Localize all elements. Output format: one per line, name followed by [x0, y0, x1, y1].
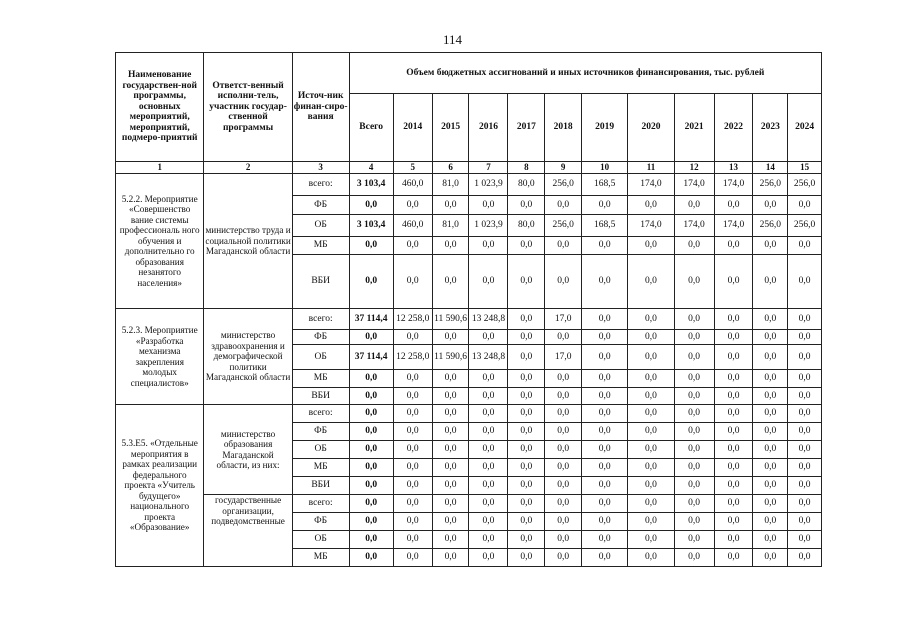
- value-cell: 0,0: [508, 477, 545, 495]
- value-cell: 0,0: [393, 405, 432, 423]
- value-cell: 0,0: [714, 345, 753, 370]
- value-cell: 0,0: [432, 405, 469, 423]
- value-cell: 0,0: [393, 237, 432, 255]
- value-cell: 0,0: [469, 237, 508, 255]
- value-cell: 0,0: [508, 441, 545, 459]
- value-cell: 0,0: [582, 513, 628, 531]
- value-cell: 0,0: [582, 441, 628, 459]
- value-cell: 0,0: [628, 309, 674, 330]
- value-cell: 0,0: [714, 237, 753, 255]
- value-cell: 0,0: [469, 196, 508, 215]
- value-cell: 0,0: [582, 495, 628, 513]
- column-number: 1: [116, 162, 204, 174]
- value-cell: 0,0: [582, 330, 628, 345]
- value-cell: 0,0: [469, 531, 508, 549]
- header-name: Наименование государствен-ной программы, основных мероприятий, мероприятий, подмеро-приятий: [116, 53, 204, 162]
- header-responsible: Ответст-венный исполни-тель, участник государ-ственной программы: [204, 53, 292, 162]
- value-cell: 0,0: [788, 513, 822, 531]
- responsible-executor: министерство образования Магаданской области, из них:: [204, 405, 292, 495]
- value-cell: 0,0: [753, 513, 788, 531]
- value-cell: 0,0: [674, 237, 714, 255]
- value-cell: 0,0: [349, 370, 393, 388]
- value-cell: 256,0: [753, 174, 788, 196]
- header-year: 2019: [582, 94, 628, 162]
- value-cell: 0,0: [628, 531, 674, 549]
- value-cell: 0,0: [788, 405, 822, 423]
- value-cell: 0,0: [508, 549, 545, 567]
- value-cell: 0,0: [469, 441, 508, 459]
- responsible-executor: государственные организации, подведомственные: [204, 495, 292, 567]
- value-cell: 0,0: [628, 423, 674, 441]
- value-cell: 11 590,6: [432, 345, 469, 370]
- value-cell: 81,0: [432, 215, 469, 237]
- value-cell: 0,0: [545, 495, 582, 513]
- value-cell: 0,0: [674, 459, 714, 477]
- value-cell: 3 103,4: [349, 215, 393, 237]
- value-cell: 0,0: [582, 196, 628, 215]
- source-cell: МБ: [292, 237, 349, 255]
- value-cell: 256,0: [545, 215, 582, 237]
- value-cell: 0,0: [628, 477, 674, 495]
- table-row: [116, 495, 822, 513]
- value-cell: 0,0: [788, 370, 822, 388]
- value-cell: 0,0: [753, 237, 788, 255]
- value-cell: 0,0: [545, 388, 582, 405]
- value-cell: 1 023,9: [469, 174, 508, 196]
- source-cell: ОБ: [292, 531, 349, 549]
- value-cell: 0,0: [628, 495, 674, 513]
- value-cell: 0,0: [788, 477, 822, 495]
- value-cell: 460,0: [393, 174, 432, 196]
- value-cell: 0,0: [628, 405, 674, 423]
- value-cell: 0,0: [628, 330, 674, 345]
- value-cell: 256,0: [753, 215, 788, 237]
- value-cell: 0,0: [753, 477, 788, 495]
- header-year: 2024: [788, 94, 822, 162]
- value-cell: 0,0: [508, 459, 545, 477]
- value-cell: 0,0: [545, 441, 582, 459]
- value-cell: 0,0: [674, 531, 714, 549]
- value-cell: 0,0: [582, 459, 628, 477]
- value-cell: 0,0: [753, 330, 788, 345]
- value-cell: 0,0: [628, 345, 674, 370]
- column-number: 2: [204, 162, 292, 174]
- value-cell: 0,0: [674, 495, 714, 513]
- value-cell: 0,0: [582, 237, 628, 255]
- value-cell: 0,0: [753, 345, 788, 370]
- value-cell: 0,0: [753, 405, 788, 423]
- value-cell: 0,0: [753, 531, 788, 549]
- value-cell: 80,0: [508, 215, 545, 237]
- value-cell: 0,0: [788, 330, 822, 345]
- value-cell: 0,0: [432, 441, 469, 459]
- value-cell: 0,0: [582, 388, 628, 405]
- column-number: 9: [545, 162, 582, 174]
- value-cell: 0,0: [393, 513, 432, 531]
- value-cell: 0,0: [432, 388, 469, 405]
- source-cell: МБ: [292, 370, 349, 388]
- value-cell: 13 248,8: [469, 309, 508, 330]
- value-cell: 0,0: [714, 330, 753, 345]
- value-cell: 0,0: [393, 423, 432, 441]
- value-cell: 12 258,0: [393, 309, 432, 330]
- source-cell: ФБ: [292, 513, 349, 531]
- source-cell: всего:: [292, 309, 349, 330]
- value-cell: 0,0: [753, 309, 788, 330]
- value-cell: 0,0: [432, 237, 469, 255]
- value-cell: 0,0: [432, 330, 469, 345]
- value-cell: 0,0: [432, 255, 469, 309]
- value-cell: 0,0: [469, 255, 508, 309]
- value-cell: 0,0: [582, 309, 628, 330]
- header-year: 2018: [545, 94, 582, 162]
- source-cell: ВБИ: [292, 388, 349, 405]
- value-cell: 0,0: [349, 255, 393, 309]
- column-number: 6: [432, 162, 469, 174]
- value-cell: 168,5: [582, 215, 628, 237]
- column-number: 5: [393, 162, 432, 174]
- value-cell: 0,0: [508, 531, 545, 549]
- column-number: 4: [349, 162, 393, 174]
- source-cell: МБ: [292, 459, 349, 477]
- value-cell: 0,0: [753, 388, 788, 405]
- value-cell: 0,0: [349, 513, 393, 531]
- value-cell: 0,0: [545, 370, 582, 388]
- value-cell: 0,0: [469, 405, 508, 423]
- value-cell: 0,0: [545, 513, 582, 531]
- source-cell: ОБ: [292, 345, 349, 370]
- header-volume: Объем бюджетных ассигнований и иных источников финансирования, тыс. рублей: [349, 53, 821, 94]
- value-cell: 0,0: [393, 459, 432, 477]
- value-cell: 0,0: [788, 196, 822, 215]
- value-cell: 0,0: [349, 531, 393, 549]
- value-cell: 0,0: [714, 423, 753, 441]
- source-cell: ФБ: [292, 330, 349, 345]
- value-cell: 0,0: [714, 196, 753, 215]
- value-cell: 0,0: [788, 237, 822, 255]
- value-cell: 0,0: [545, 477, 582, 495]
- value-cell: 0,0: [349, 477, 393, 495]
- value-cell: 0,0: [674, 441, 714, 459]
- value-cell: 0,0: [432, 459, 469, 477]
- value-cell: 460,0: [393, 215, 432, 237]
- column-number: 7: [469, 162, 508, 174]
- value-cell: 256,0: [788, 174, 822, 196]
- value-cell: 0,0: [714, 441, 753, 459]
- header-total: Всего: [349, 94, 393, 162]
- value-cell: 0,0: [714, 388, 753, 405]
- value-cell: 0,0: [753, 423, 788, 441]
- value-cell: 0,0: [393, 330, 432, 345]
- table-row: [116, 174, 822, 196]
- value-cell: 81,0: [432, 174, 469, 196]
- value-cell: 0,0: [508, 309, 545, 330]
- value-cell: 0,0: [432, 477, 469, 495]
- value-cell: 0,0: [432, 423, 469, 441]
- value-cell: 0,0: [393, 531, 432, 549]
- value-cell: 0,0: [432, 549, 469, 567]
- value-cell: 0,0: [545, 237, 582, 255]
- source-cell: всего:: [292, 495, 349, 513]
- value-cell: 17,0: [545, 345, 582, 370]
- value-cell: 174,0: [628, 174, 674, 196]
- column-number: 15: [788, 162, 822, 174]
- value-cell: 0,0: [788, 255, 822, 309]
- value-cell: 0,0: [582, 345, 628, 370]
- value-cell: 0,0: [508, 405, 545, 423]
- value-cell: 0,0: [545, 196, 582, 215]
- source-cell: ВБИ: [292, 477, 349, 495]
- value-cell: 80,0: [508, 174, 545, 196]
- value-cell: 174,0: [714, 174, 753, 196]
- value-cell: 0,0: [628, 388, 674, 405]
- source-cell: МБ: [292, 549, 349, 567]
- value-cell: 0,0: [714, 513, 753, 531]
- value-cell: 0,0: [545, 549, 582, 567]
- value-cell: 0,0: [753, 441, 788, 459]
- value-cell: 0,0: [582, 531, 628, 549]
- value-cell: 0,0: [432, 495, 469, 513]
- value-cell: 0,0: [508, 196, 545, 215]
- value-cell: 0,0: [393, 255, 432, 309]
- value-cell: 0,0: [469, 370, 508, 388]
- value-cell: 0,0: [469, 423, 508, 441]
- value-cell: 0,0: [545, 255, 582, 309]
- value-cell: 11 590,6: [432, 309, 469, 330]
- value-cell: 168,5: [582, 174, 628, 196]
- header-year: 2022: [714, 94, 753, 162]
- value-cell: 0,0: [674, 423, 714, 441]
- source-cell: ФБ: [292, 423, 349, 441]
- value-cell: 0,0: [349, 549, 393, 567]
- value-cell: 0,0: [349, 495, 393, 513]
- value-cell: 0,0: [714, 309, 753, 330]
- value-cell: 0,0: [788, 388, 822, 405]
- value-cell: 0,0: [674, 309, 714, 330]
- value-cell: 0,0: [393, 388, 432, 405]
- value-cell: 0,0: [582, 549, 628, 567]
- value-cell: 0,0: [753, 255, 788, 309]
- value-cell: 0,0: [393, 370, 432, 388]
- page-number: 114: [442, 32, 463, 47]
- value-cell: 0,0: [393, 549, 432, 567]
- value-cell: 0,0: [545, 330, 582, 345]
- value-cell: 0,0: [508, 388, 545, 405]
- header-year: 2023: [753, 94, 788, 162]
- value-cell: 0,0: [714, 495, 753, 513]
- activity-name: 5.2.3. Мероприятие «Разработка механизма закрепления молодых специалистов»: [116, 309, 204, 405]
- value-cell: 0,0: [393, 196, 432, 215]
- value-cell: 0,0: [714, 459, 753, 477]
- value-cell: 0,0: [469, 477, 508, 495]
- value-cell: 0,0: [628, 196, 674, 215]
- value-cell: 0,0: [432, 196, 469, 215]
- value-cell: 0,0: [349, 330, 393, 345]
- value-cell: 17,0: [545, 309, 582, 330]
- value-cell: 174,0: [628, 215, 674, 237]
- value-cell: 0,0: [469, 459, 508, 477]
- value-cell: 0,0: [674, 513, 714, 531]
- value-cell: 1 023,9: [469, 215, 508, 237]
- column-number: 10: [582, 162, 628, 174]
- value-cell: 0,0: [545, 405, 582, 423]
- value-cell: 0,0: [714, 549, 753, 567]
- value-cell: 0,0: [469, 388, 508, 405]
- value-cell: 0,0: [753, 495, 788, 513]
- value-cell: 0,0: [788, 495, 822, 513]
- value-cell: 0,0: [582, 423, 628, 441]
- value-cell: 0,0: [432, 370, 469, 388]
- table-row: [116, 405, 822, 423]
- value-cell: 0,0: [788, 549, 822, 567]
- header-year: 2014: [393, 94, 432, 162]
- value-cell: 0,0: [628, 255, 674, 309]
- value-cell: 0,0: [674, 549, 714, 567]
- column-number: 11: [628, 162, 674, 174]
- column-number: 14: [753, 162, 788, 174]
- column-number: 12: [674, 162, 714, 174]
- value-cell: 3 103,4: [349, 174, 393, 196]
- value-cell: 0,0: [714, 531, 753, 549]
- value-cell: 0,0: [432, 531, 469, 549]
- budget-table: [115, 52, 822, 567]
- activity-name: 5.2.2. Мероприятие «Совершенство вание системы профессиональ ного обучения и дополнительно го образования незанятого населения»: [116, 174, 204, 309]
- value-cell: 0,0: [714, 255, 753, 309]
- responsible-executor: министерство труда и социальной политики Магаданской области: [204, 174, 292, 309]
- value-cell: 0,0: [582, 477, 628, 495]
- value-cell: 0,0: [628, 459, 674, 477]
- value-cell: 0,0: [349, 405, 393, 423]
- value-cell: 0,0: [714, 477, 753, 495]
- value-cell: 0,0: [545, 459, 582, 477]
- value-cell: 0,0: [393, 477, 432, 495]
- value-cell: 0,0: [628, 549, 674, 567]
- value-cell: 0,0: [753, 196, 788, 215]
- header-year: 2015: [432, 94, 469, 162]
- header-year: 2017: [508, 94, 545, 162]
- value-cell: 0,0: [628, 441, 674, 459]
- value-cell: 256,0: [788, 215, 822, 237]
- source-cell: ФБ: [292, 196, 349, 215]
- column-number: 13: [714, 162, 753, 174]
- value-cell: 0,0: [469, 495, 508, 513]
- value-cell: 0,0: [628, 370, 674, 388]
- value-cell: 0,0: [349, 388, 393, 405]
- value-cell: 37 114,4: [349, 309, 393, 330]
- activity-name: 5.3.Е5. «Отдельные мероприятия в рамках реализации федерального проекта «Учитель будущего» национального проекта «Образование»: [116, 405, 204, 567]
- value-cell: 0,0: [432, 513, 469, 531]
- value-cell: 0,0: [674, 330, 714, 345]
- value-cell: 0,0: [469, 549, 508, 567]
- value-cell: 0,0: [788, 531, 822, 549]
- value-cell: 0,0: [582, 405, 628, 423]
- value-cell: 0,0: [674, 405, 714, 423]
- value-cell: 0,0: [674, 345, 714, 370]
- value-cell: 0,0: [508, 370, 545, 388]
- header-year: 2020: [628, 94, 674, 162]
- value-cell: 174,0: [714, 215, 753, 237]
- value-cell: 0,0: [788, 441, 822, 459]
- value-cell: 0,0: [508, 237, 545, 255]
- value-cell: 0,0: [714, 370, 753, 388]
- value-cell: 0,0: [545, 423, 582, 441]
- value-cell: 0,0: [788, 459, 822, 477]
- value-cell: 0,0: [753, 370, 788, 388]
- value-cell: 256,0: [545, 174, 582, 196]
- value-cell: 0,0: [393, 441, 432, 459]
- value-cell: 0,0: [508, 255, 545, 309]
- column-number: 3: [292, 162, 349, 174]
- header-year: 2021: [674, 94, 714, 162]
- column-number: 8: [508, 162, 545, 174]
- responsible-executor: министерство здравоохранения и демографической политики Магаданской области: [204, 309, 292, 405]
- value-cell: 0,0: [545, 531, 582, 549]
- value-cell: 0,0: [628, 237, 674, 255]
- value-cell: 0,0: [753, 459, 788, 477]
- value-cell: 0,0: [788, 309, 822, 330]
- value-cell: 0,0: [469, 330, 508, 345]
- value-cell: 37 114,4: [349, 345, 393, 370]
- value-cell: 0,0: [582, 255, 628, 309]
- value-cell: 0,0: [714, 405, 753, 423]
- value-cell: 0,0: [349, 237, 393, 255]
- value-cell: 0,0: [753, 549, 788, 567]
- value-cell: 0,0: [628, 513, 674, 531]
- source-cell: всего:: [292, 174, 349, 196]
- value-cell: 0,0: [674, 477, 714, 495]
- value-cell: 0,0: [674, 370, 714, 388]
- value-cell: 0,0: [508, 423, 545, 441]
- value-cell: 0,0: [349, 459, 393, 477]
- value-cell: 13 248,8: [469, 345, 508, 370]
- value-cell: 0,0: [349, 423, 393, 441]
- value-cell: 174,0: [674, 174, 714, 196]
- source-cell: ОБ: [292, 215, 349, 237]
- value-cell: 0,0: [508, 330, 545, 345]
- value-cell: 0,0: [508, 345, 545, 370]
- value-cell: 0,0: [674, 388, 714, 405]
- source-cell: ВБИ: [292, 255, 349, 309]
- value-cell: 0,0: [788, 423, 822, 441]
- value-cell: 0,0: [349, 196, 393, 215]
- value-cell: 174,0: [674, 215, 714, 237]
- value-cell: 0,0: [349, 441, 393, 459]
- source-cell: всего:: [292, 405, 349, 423]
- value-cell: 0,0: [393, 495, 432, 513]
- value-cell: 0,0: [508, 513, 545, 531]
- table-row: [116, 309, 822, 330]
- value-cell: 0,0: [788, 345, 822, 370]
- source-cell: ОБ: [292, 441, 349, 459]
- value-cell: 0,0: [469, 513, 508, 531]
- value-cell: 0,0: [508, 495, 545, 513]
- value-cell: 0,0: [582, 370, 628, 388]
- value-cell: 0,0: [674, 255, 714, 309]
- value-cell: 12 258,0: [393, 345, 432, 370]
- value-cell: 0,0: [674, 196, 714, 215]
- header-year: 2016: [469, 94, 508, 162]
- header-source: Источ-ник финан-сиро-вания: [292, 53, 349, 162]
